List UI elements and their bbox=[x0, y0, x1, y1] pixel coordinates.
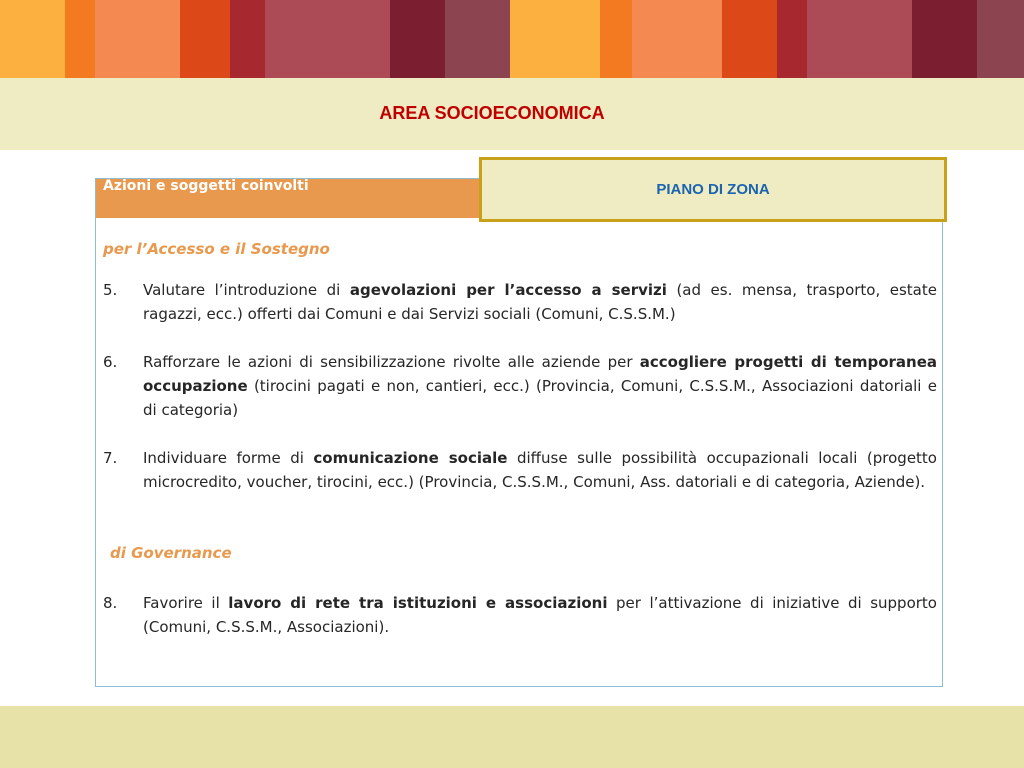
stripe bbox=[65, 0, 95, 78]
section-heading-governance: di Governance bbox=[110, 544, 232, 562]
stripe bbox=[180, 0, 230, 78]
item-number: 6. bbox=[103, 353, 118, 371]
page-title: AREA SOCIOECONOMICA bbox=[379, 103, 605, 123]
section-heading-accesso: per l’Accesso e il Sostegno bbox=[103, 240, 330, 258]
stripe bbox=[445, 0, 510, 78]
stripe bbox=[265, 0, 390, 78]
item-number: 5. bbox=[103, 281, 118, 299]
stripe bbox=[0, 0, 65, 78]
stripe bbox=[600, 0, 632, 78]
stripe bbox=[807, 0, 912, 78]
item-text: Favorire il lavoro di rete tra istituzioni e associazioni per l’attivazione di iniziative di supporto (Comuni, C.S.S.M., Associazioni). bbox=[143, 594, 937, 636]
item-number: 8. bbox=[103, 594, 118, 612]
stripe bbox=[632, 0, 722, 78]
stripe bbox=[230, 0, 265, 78]
list-item bbox=[103, 591, 937, 639]
item-text: Valutare l’introduzione di agevolazioni per l’accesso a servizi (ad es. mensa, trasporto, estate ragazzi, ecc.) offerti dai Comuni e dai Servizi sociali (Comuni, C.S.S.M.) bbox=[143, 281, 937, 323]
decorative-stripes bbox=[0, 0, 1024, 78]
item-text: Individuare forme di comunicazione sociale diffuse sulle possibilità occupazionali locali (progetto microcredito, voucher, tirocini, ecc.) (Provincia, C.S.S.M., Comuni, Ass. datoriali e di categoria, Aziende). bbox=[143, 449, 937, 491]
bottom-band bbox=[0, 706, 1024, 768]
stripe bbox=[510, 0, 600, 78]
stripe bbox=[977, 0, 1024, 78]
stripe bbox=[722, 0, 777, 78]
list-item bbox=[103, 278, 937, 326]
stripe bbox=[777, 0, 807, 78]
item-number: 7. bbox=[103, 449, 118, 467]
piano-di-zona-box bbox=[479, 157, 947, 222]
list-item bbox=[103, 446, 937, 494]
list-item bbox=[103, 350, 937, 422]
stripe bbox=[390, 0, 445, 78]
stripe bbox=[912, 0, 977, 78]
item-text: Rafforzare le azioni di sensibilizzazione rivolte alle aziende per accogliere progetti di temporanea occupazione (tirocini pagati e non, cantieri, ecc.) (Provincia, Comuni, C.S.S.M., Associazioni datoriali e di categoria) bbox=[143, 353, 937, 419]
stripe bbox=[95, 0, 180, 78]
piano-di-zona-label: PIANO DI ZONA bbox=[656, 181, 770, 198]
header-label: Azioni e soggetti coinvolti bbox=[103, 178, 309, 194]
